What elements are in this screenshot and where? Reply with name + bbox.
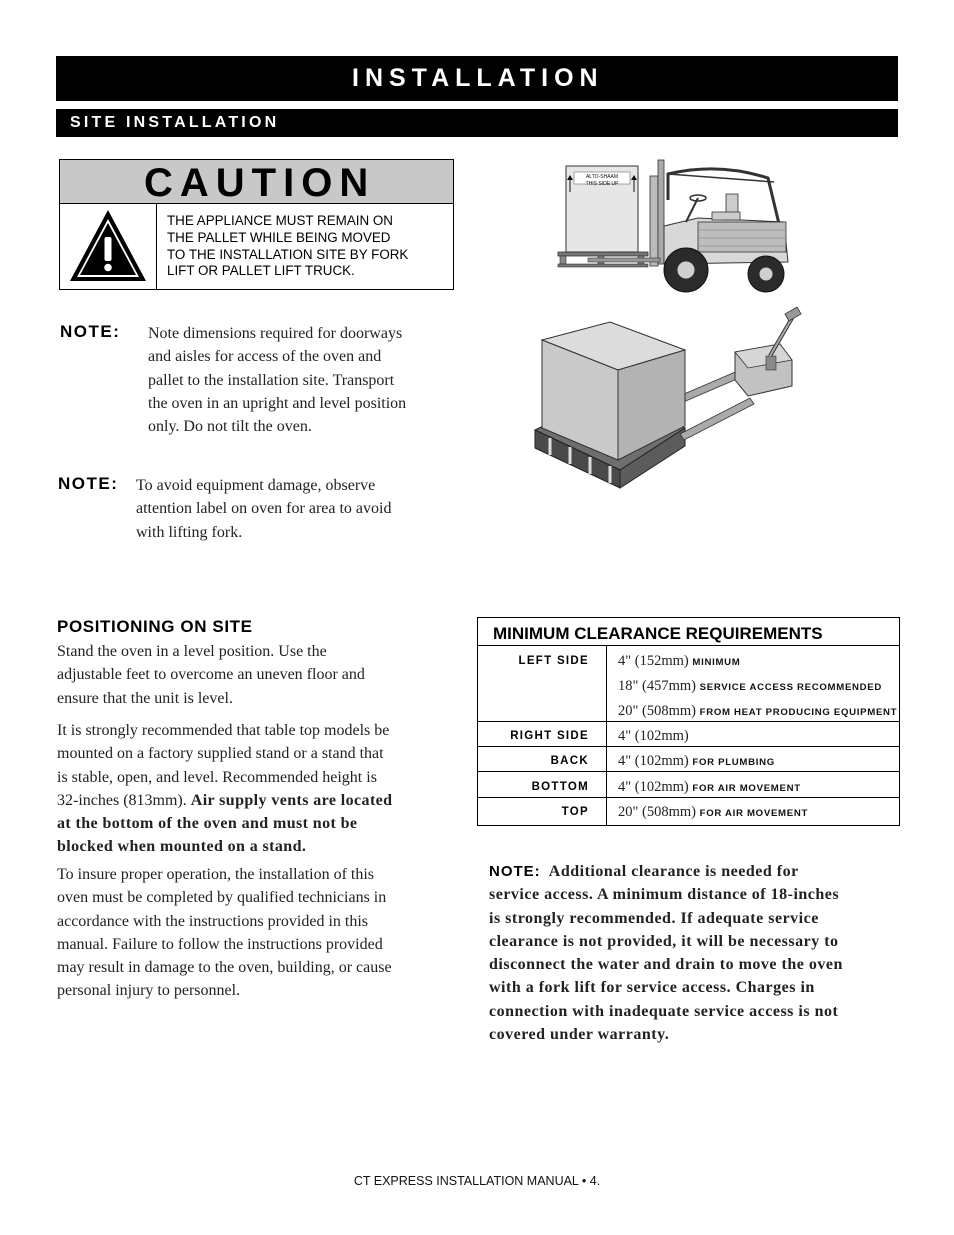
- text-line: It is strongly recommended that table top models be: [57, 722, 390, 739]
- note-text: [136, 474, 466, 544]
- table-row-label: RIGHT SIDE: [510, 730, 589, 742]
- note-label: NOTE:: [60, 322, 121, 341]
- note-line: with a fork lift for service access. Charges in: [489, 979, 815, 997]
- text-line: adjustable feet to overcome an uneven floor and: [57, 666, 365, 684]
- note-line: [489, 860, 899, 883]
- note-line: covered under warranty.: [489, 1026, 670, 1044]
- positioning-para-3: [57, 863, 477, 1003]
- clearance-note: FOR PLUMBING: [692, 757, 775, 768]
- note-line: Note dimensions required for doorways: [148, 325, 403, 342]
- table-cell: [618, 804, 808, 821]
- table-cell: [618, 703, 897, 720]
- note-line: and aisles for access of the oven and: [148, 348, 382, 366]
- clearance-measure: 20" (508mm): [618, 804, 697, 820]
- warning-triangle-icon: [60, 204, 156, 289]
- note-line: with lifting fork.: [136, 523, 243, 541]
- text-line: Stand the oven in a level position. Use the: [57, 643, 327, 660]
- caution-line: THE PALLET WHILE BEING MOVED: [167, 229, 391, 245]
- text-segment: 32-inches (813mm).: [57, 791, 187, 809]
- clearance-measure: 20" (508mm): [618, 703, 697, 719]
- text-line: mounted on a factory supplied stand or a stand that: [57, 745, 384, 763]
- note-3: [489, 860, 899, 1046]
- text-line: [57, 789, 467, 812]
- note-line: attention label on oven for area to avoid: [136, 500, 392, 518]
- table-row-label: TOP: [561, 806, 589, 818]
- box-label-line: THIS SIDE UP: [585, 181, 619, 187]
- text-line: accordance with the instructions provided in this: [57, 912, 369, 930]
- table-cell: [618, 753, 775, 770]
- text-line: personal injury to personnel.: [57, 982, 241, 1000]
- text-line: ensure that the unit is level.: [57, 689, 233, 707]
- caution-line: THE APPLIANCE MUST REMAIN ON: [167, 213, 393, 228]
- text-line: blocked when mounted on a stand.: [57, 838, 307, 856]
- table-divider: [478, 797, 899, 798]
- note-line: pallet to the installation site. Transport: [148, 371, 395, 389]
- note-line: the oven in an upright and level position: [148, 394, 407, 412]
- table-row-label: BACK: [550, 755, 589, 767]
- section-heading: POSITIONING ON SITE: [57, 617, 253, 636]
- clearance-measure: 4" (152mm): [618, 653, 689, 669]
- table-title: MINIMUM CLEARANCE REQUIREMENTS: [478, 618, 899, 646]
- caution-line: TO THE INSTALLATION SITE BY FORK: [167, 246, 409, 262]
- forklift-illustration: [548, 152, 800, 302]
- clearance-note: SERVICE ACCESS RECOMMENDED: [699, 682, 883, 693]
- section-title: SITE INSTALLATION: [56, 109, 898, 137]
- clearance-note: FOR AIR MOVEMENT: [692, 783, 801, 794]
- text-line: is stable, open, and level. Recommended height is: [57, 768, 377, 786]
- table-cell: [618, 678, 882, 695]
- note-line: service access. A minimum distance of 18-inches: [489, 886, 840, 904]
- caution-heading: CAUTION: [60, 160, 453, 204]
- note-line: connection with inadequate service access is not: [489, 1002, 839, 1020]
- note-line: disconnect the water and drain to move the oven: [489, 956, 843, 974]
- clearance-measure: 4" (102mm): [618, 779, 689, 795]
- table-cell: [618, 653, 740, 670]
- clearance-measure: 18" (457mm): [618, 678, 697, 694]
- box-label-line: ALTO-SHAAM: [585, 174, 619, 180]
- text-line: at the bottom of the oven and must not be: [57, 815, 358, 833]
- pallet-jack-illustration: [530, 300, 805, 500]
- note-line: only. Do not tilt the oven.: [148, 418, 312, 436]
- caution-icon-cell: [60, 204, 157, 289]
- text-line: To insure proper operation, the installation of this: [57, 866, 375, 883]
- note-text: [148, 322, 478, 438]
- note-line: is strongly recommended. If adequate service: [489, 909, 819, 927]
- page-footer: CT EXPRESS INSTALLATION MANUAL • 4.: [353, 1174, 601, 1188]
- table-row-label: LEFT SIDE: [518, 655, 589, 667]
- text-line: oven must be completed by qualified technicians in: [57, 889, 387, 907]
- note-label: NOTE:: [489, 863, 541, 880]
- caution-text: [167, 213, 447, 280]
- table-divider: [606, 646, 607, 825]
- text-line: manual. Failure to follow the instructions provided: [57, 935, 383, 953]
- table-cell: [618, 728, 689, 745]
- clearance-table: [477, 617, 900, 826]
- page-title: INSTALLATION: [56, 56, 898, 101]
- caution-box: [59, 159, 454, 290]
- table-divider: [478, 721, 899, 722]
- warning-text: Air supply vents are located: [190, 791, 393, 809]
- note-label: NOTE:: [58, 474, 119, 493]
- clearance-measure: 4" (102mm): [618, 728, 689, 744]
- positioning-para-1: [57, 640, 467, 710]
- note-line: To avoid equipment damage, observe: [136, 477, 376, 494]
- text-segment: Additional clearance is needed for: [548, 863, 799, 880]
- table-divider: [478, 771, 899, 772]
- clearance-note: FROM HEAT PRODUCING EQUIPMENT: [699, 707, 898, 718]
- clearance-note: FOR AIR MOVEMENT: [699, 808, 809, 819]
- table-divider: [478, 746, 899, 747]
- clearance-measure: 4" (102mm): [618, 753, 689, 769]
- clearance-note: MINIMUM: [692, 657, 741, 668]
- caution-line: LIFT OR PALLET LIFT TRUCK.: [167, 263, 355, 279]
- text-line: may result in damage to the oven, building, or cause: [57, 959, 392, 977]
- table-row-label: BOTTOM: [531, 781, 589, 793]
- positioning-para-2: [57, 719, 467, 859]
- table-cell: [618, 779, 801, 796]
- note-line: clearance is not provided, it will be necessary to: [489, 932, 839, 950]
